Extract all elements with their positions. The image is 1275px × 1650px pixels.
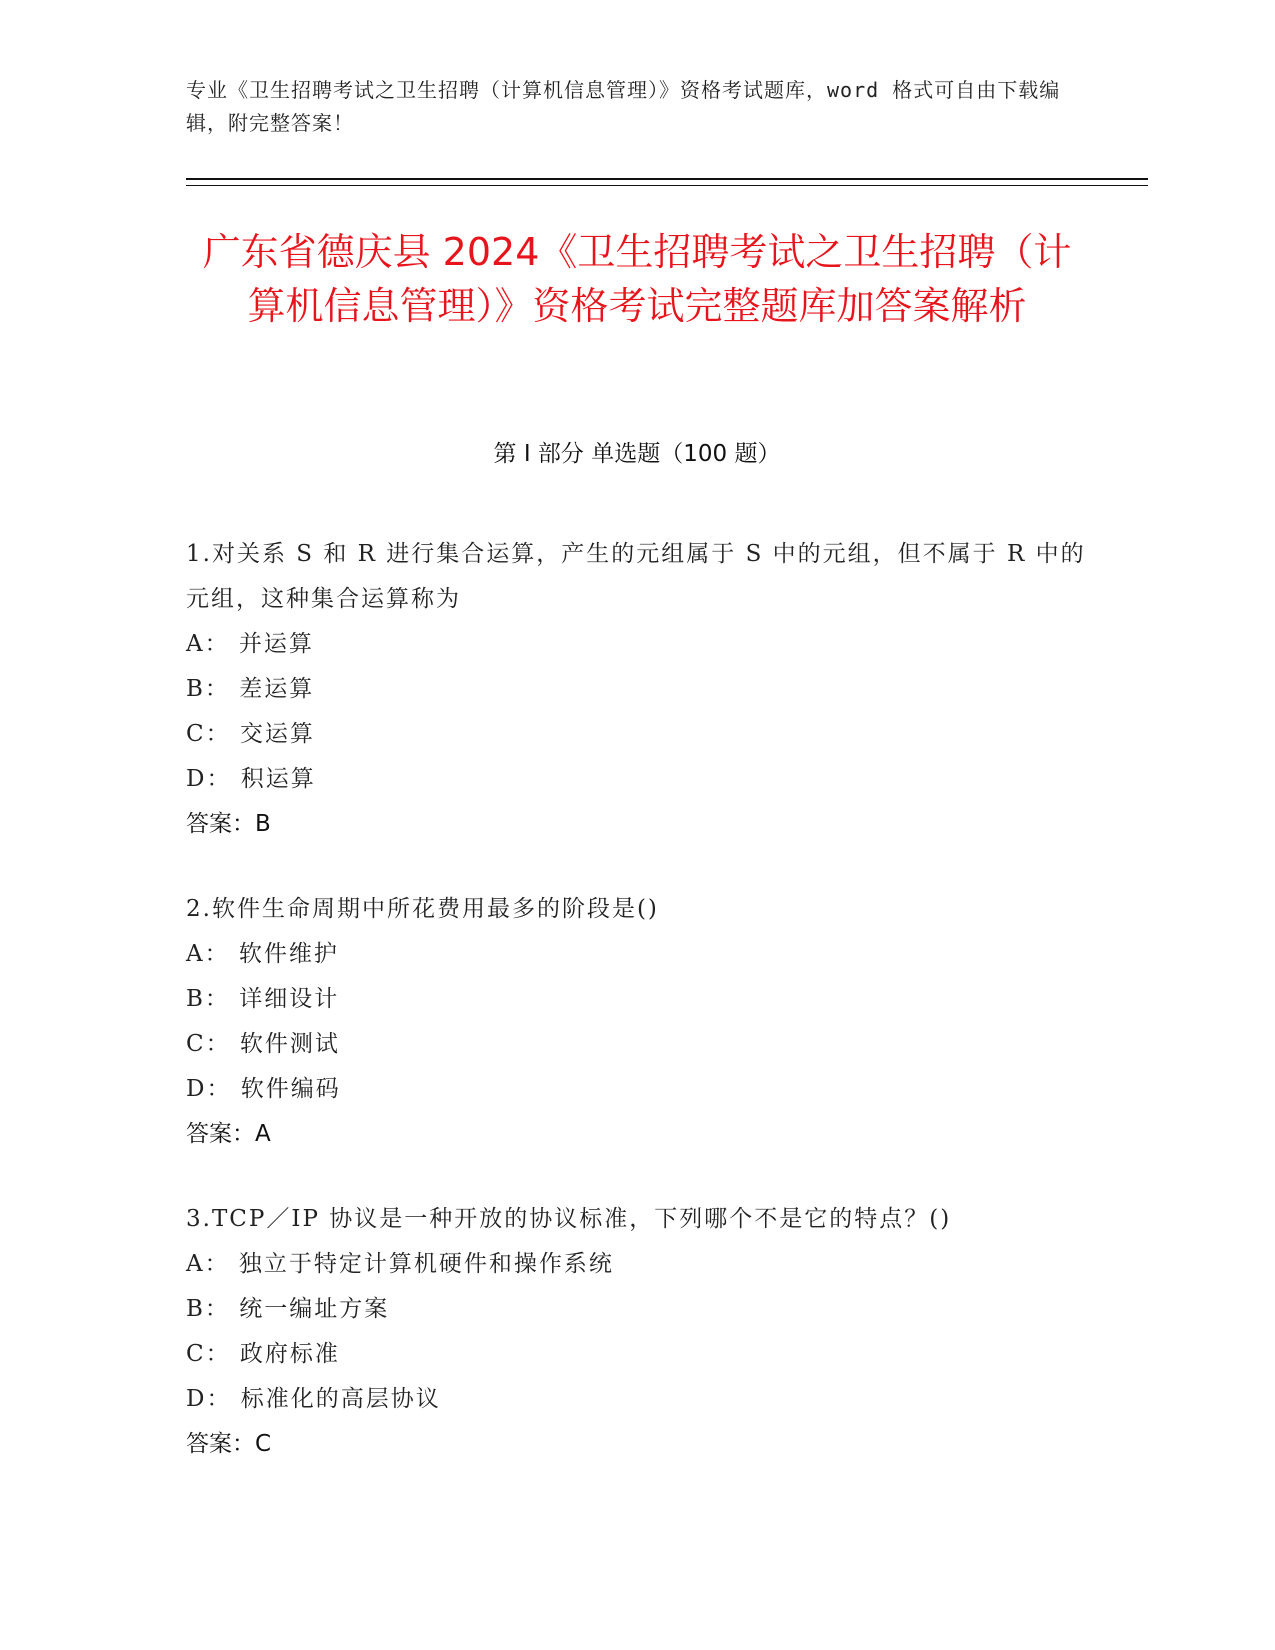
section-heading: 第 I 部分 单选题（100 题） bbox=[493, 441, 781, 467]
option-c: C： 政府标准 bbox=[186, 1341, 340, 1367]
option-d: D： 软件编码 bbox=[186, 1076, 341, 1102]
answer: 答案：B bbox=[186, 811, 271, 837]
document-intro: 专业《卫生招聘考试之卫生招聘（计算机信息管理）》资格考试题库，word 格式可自由下载编辑，附完整答案！ bbox=[186, 78, 1061, 135]
option-b: B： 统一编址方案 bbox=[186, 1296, 390, 1322]
answer: 答案：C bbox=[186, 1431, 272, 1457]
question-stem: 1.对关系 S 和 R 进行集合运算，产生的元组属于 S 中的元组，但不属于 R 中的元组，这种集合运算称为 bbox=[186, 541, 1086, 612]
question-stem: 2.软件生命周期中所花费用最多的阶段是() bbox=[186, 896, 659, 922]
question-stem: 3.TCP／IP 协议是一种开放的协议标准，下列哪个不是它的特点？() bbox=[186, 1206, 952, 1232]
option-d: D： 积运算 bbox=[186, 766, 316, 792]
option-c: C： 交运算 bbox=[186, 721, 315, 747]
header-divider-thin bbox=[186, 185, 1148, 186]
question-item bbox=[186, 887, 1086, 1157]
header-divider-thick bbox=[186, 178, 1148, 180]
option-b: B： 差运算 bbox=[186, 676, 315, 702]
option-a: A： 独立于特定计算机硬件和操作系统 bbox=[186, 1251, 614, 1277]
option-a: A： 并运算 bbox=[186, 631, 314, 657]
question-item bbox=[186, 1197, 1086, 1467]
answer: 答案：A bbox=[186, 1121, 271, 1147]
option-d: D： 标准化的高层协议 bbox=[186, 1386, 441, 1412]
option-b: B： 详细设计 bbox=[186, 986, 340, 1012]
question-list bbox=[186, 532, 1086, 1507]
document-title: 广东省德庆县 2024《卫生招聘考试之卫生招聘（计算机信息管理）》资格考试完整题库加答案解析 bbox=[202, 230, 1072, 328]
option-c: C： 软件测试 bbox=[186, 1031, 340, 1057]
question-item bbox=[186, 532, 1086, 847]
option-a: A： 软件维护 bbox=[186, 941, 339, 967]
